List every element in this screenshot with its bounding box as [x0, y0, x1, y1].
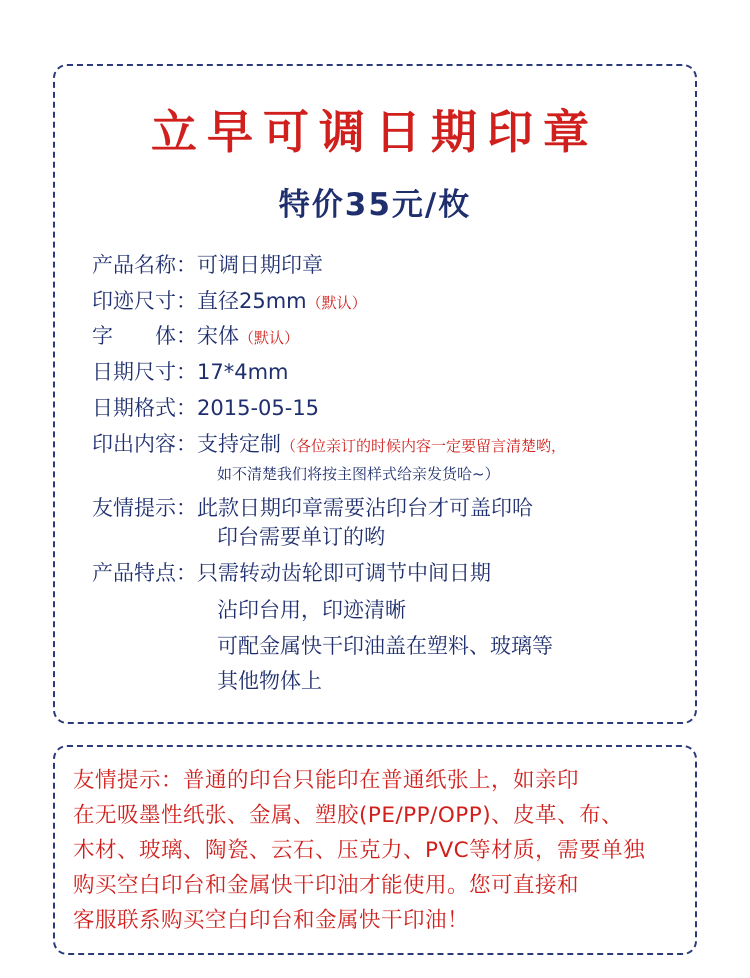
spec-value: 支持定制: [197, 432, 281, 456]
spec-label: 友情提示：: [92, 496, 197, 520]
spec-row-date-size: [92, 357, 289, 387]
spec-label: 产品特点：: [92, 561, 197, 585]
feature-item: 沾印台用，印迹清晰: [217, 598, 406, 622]
price-label: 特价35元/枚: [278, 187, 472, 223]
spec-label-b: 体：: [155, 324, 197, 348]
spec-value-red: 印台需要单订的哟: [217, 525, 385, 549]
spec-note: （默认）: [306, 294, 367, 312]
spec-value: 直径25mm: [197, 289, 307, 313]
spec-row-date-format: [92, 393, 319, 423]
spec-row-font: [92, 321, 299, 353]
product-info-panel: [53, 64, 697, 724]
spec-row-name: [92, 250, 323, 280]
feature-item: 其他物体上: [217, 669, 322, 693]
spec-value: 宋体: [197, 324, 239, 348]
spec-value: 2015-05-15: [197, 396, 320, 420]
spec-row-features: [92, 558, 491, 588]
notice-line: 购买空白印台和金属快干印油才能使用。您可直接和: [73, 873, 580, 898]
spec-row-content: [92, 429, 566, 461]
spec-row-tip: [92, 493, 533, 523]
page-title: 立早可调日期印章: [151, 105, 599, 159]
notice-line: 客服联系购买空白印台和金属快干印油！: [73, 908, 470, 933]
feature-item: 只需转动齿轮即可调节中间日期: [197, 561, 491, 585]
spec-label: 产品名称：: [92, 253, 197, 277]
notice-text: [73, 763, 683, 938]
spec-note: （各位亲订的时候内容一定要留言清楚哟，: [281, 437, 567, 455]
spec-row-size: [92, 286, 367, 318]
spec-value: 可调日期印章: [197, 253, 323, 277]
spec-label-a: 字: [92, 324, 113, 348]
spec-label: 印迹尺寸：: [92, 289, 197, 313]
notice-panel: [53, 745, 697, 955]
spec-label: 日期尺寸：: [92, 360, 197, 384]
notice-line: 木材、玻璃、陶瓷、云石、压克力、PVC等材质，需要单独: [73, 838, 646, 863]
feature-item: 可配金属快干印油盖在塑料、玻璃等: [217, 634, 553, 658]
notice-line: 友情提示：普通的印台只能印在普通纸张上，如亲印: [73, 768, 580, 793]
spec-value: 此款日期印章需要沾印台才可盖印哈: [197, 496, 533, 520]
spec-label: 印出内容：: [92, 432, 197, 456]
spec-note: （默认）: [239, 329, 300, 347]
notice-line: 在无吸墨性纸张、金属、塑胶(PE/PP/OPP)、皮革、布、: [73, 803, 624, 828]
spec-value: 17*4mm: [197, 360, 289, 384]
spec-label: 日期格式：: [92, 396, 197, 420]
spec-note-continued: 如不清楚我们将按主图样式给亲发货哈~）: [217, 465, 500, 483]
